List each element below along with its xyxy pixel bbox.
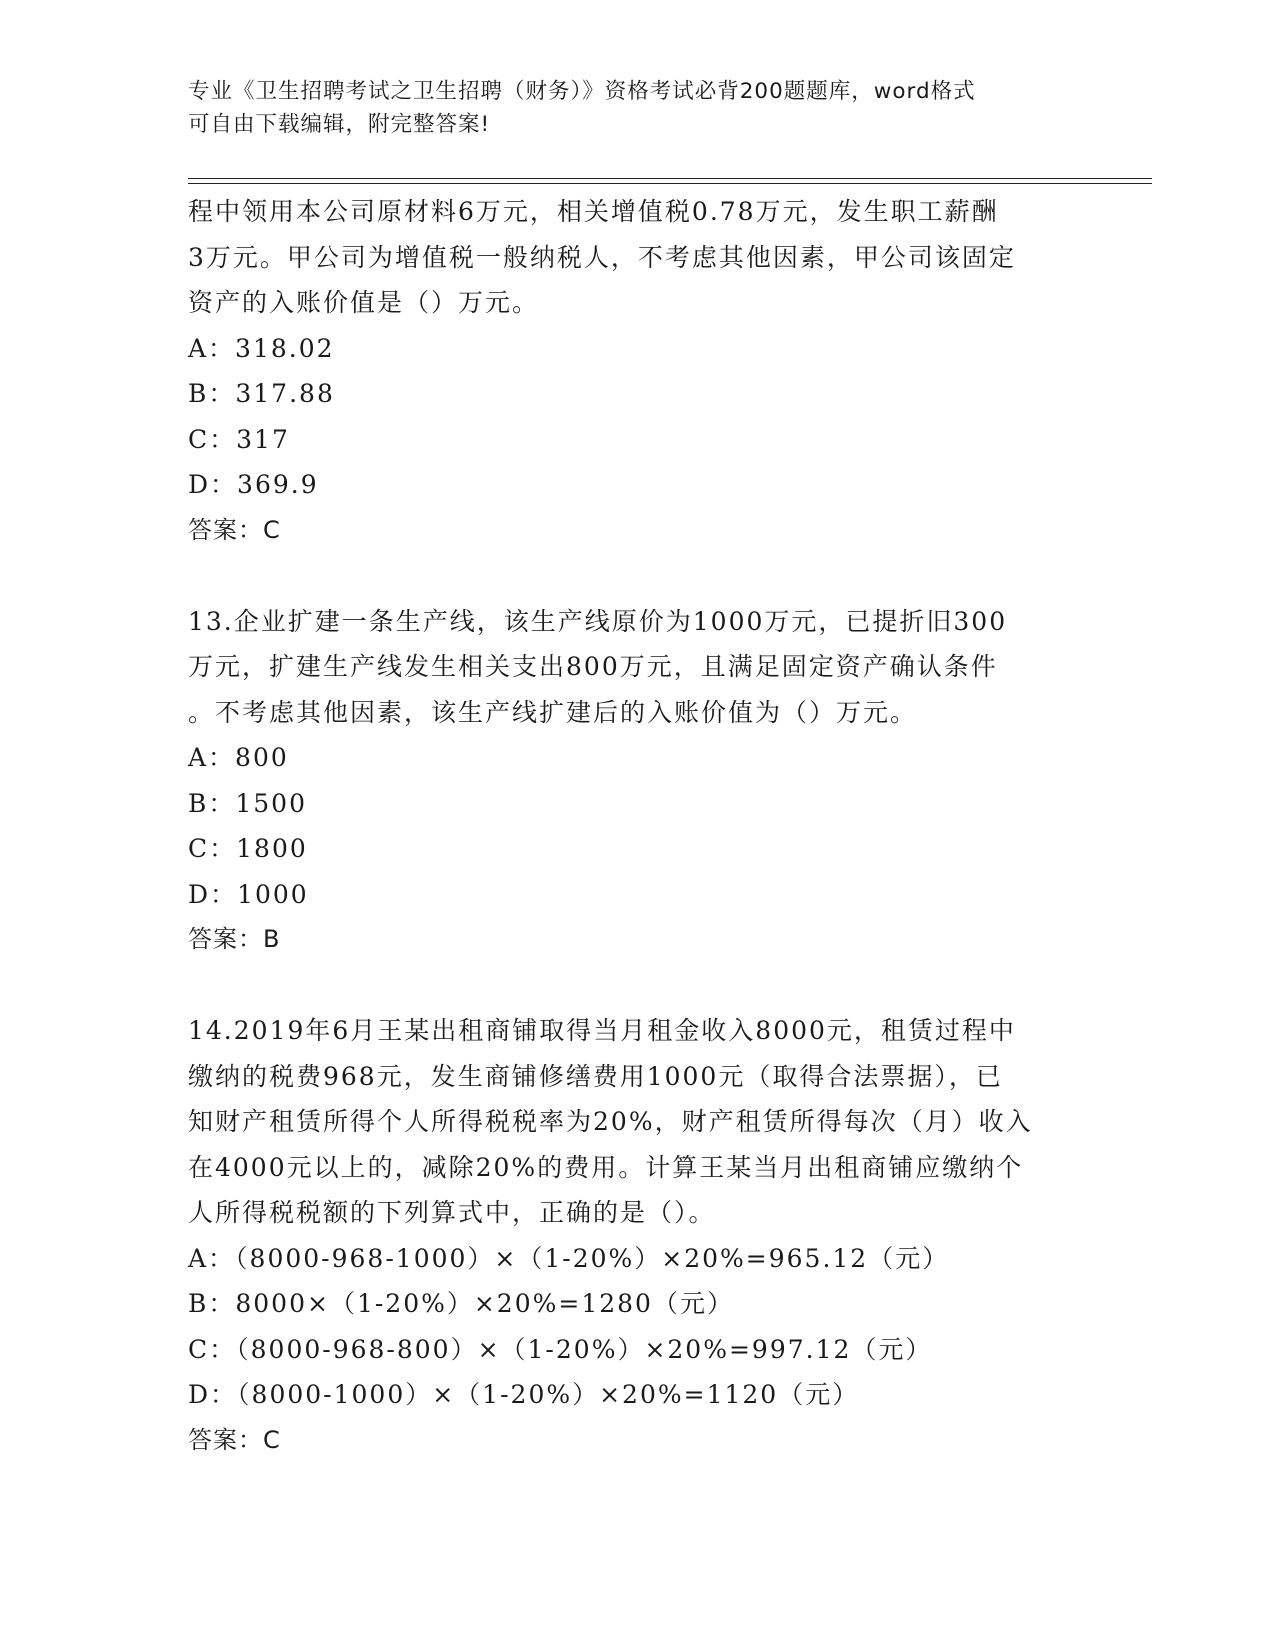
question-text-line: 资产的入账价值是（）万元。: [188, 288, 540, 317]
option-d: D：（8000-1000）×（1-20%）×20%=1120（元）: [188, 1380, 860, 1409]
question-12: [188, 189, 1108, 553]
option-a: A：（8000-968-1000）×（1-20%）×20%=965.12（元）: [188, 1243, 950, 1273]
question-text-line: 人所得税税额的下列算式中，正确的是（）。: [188, 1198, 716, 1227]
question-text-line: 万元，扩建生产线发生相关支出800万元，且满足固定资产确认条件: [188, 652, 998, 681]
answer-label: 答案：C: [188, 1425, 281, 1454]
question-text-line: 3万元。甲公司为增值税一般纳税人，不考虑其他因素，甲公司该固定: [188, 242, 1016, 272]
question-text-line: 。不考虑其他因素，该生产线扩建后的入账价值为（）万元。: [188, 697, 918, 727]
header-line-1: 专业《卫生招聘考试之卫生招聘（财务）》资格考试必背200题题库，word格式: [188, 79, 976, 104]
spacer: [188, 963, 1108, 1009]
option-c: C：1800: [188, 834, 308, 863]
option-a: A：800: [188, 743, 289, 772]
question-text-line: 13.企业扩建一条生产线，该生产线原价为1000万元，已提折旧300: [188, 606, 1008, 636]
header-rule-top: [188, 178, 1152, 179]
option-b: B：1500: [188, 788, 307, 818]
question-13: [188, 599, 1108, 963]
option-c: C：（8000-968-800）×（1-20%）×20%=997.12（元）: [188, 1334, 933, 1364]
header-line-2: 可自由下载编辑，附完整答案!: [188, 112, 491, 137]
option-b: B：8000×（1-20%）×20%=1280（元）: [188, 1289, 734, 1318]
answer-label: 答案：C: [188, 515, 281, 544]
question-text-line: 缴纳的税费968元，发生商铺修缮费用1000元（取得合法票据），已: [188, 1061, 1003, 1091]
spacer: [188, 553, 1108, 599]
option-d: D：369.9: [188, 470, 319, 499]
option-b: B：317.88: [188, 379, 335, 408]
document-header: [188, 75, 1088, 141]
question-text-line: 知财产租赁所得个人所得税税率为20%，财产租赁所得每次（月）收入: [188, 1107, 1033, 1136]
question-14: [188, 1008, 1108, 1463]
header-rule-bottom: [188, 183, 1152, 184]
question-list: [188, 189, 1108, 1463]
option-d: D：1000: [188, 879, 309, 909]
question-text-line: 14.2019年6月王某出租商铺取得当月租金收入8000元，租赁过程中: [188, 1016, 1016, 1045]
option-c: C：317: [188, 424, 290, 454]
answer-label: 答案：B: [188, 925, 281, 953]
question-text-line: 程中领用本公司原材料6万元，相关增值税0.78万元，发生职工薪酬: [188, 197, 999, 226]
option-a: A：318.02: [188, 333, 335, 363]
question-text-line: 在4000元以上的，减除20%的费用。计算王某当月出租商铺应缴纳个: [188, 1152, 1024, 1182]
